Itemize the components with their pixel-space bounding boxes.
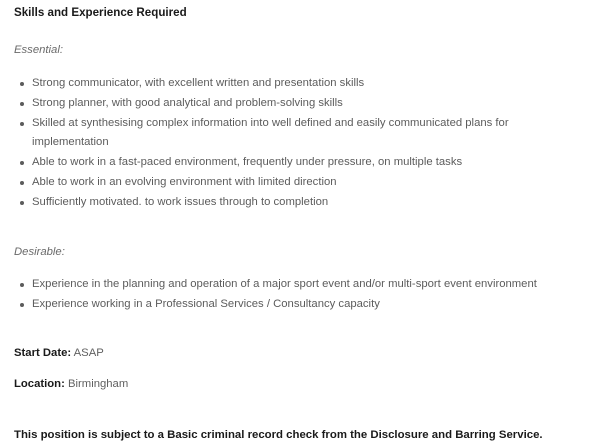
bullet-icon bbox=[20, 283, 24, 287]
essential-list bbox=[14, 74, 580, 213]
bullet-icon bbox=[20, 303, 24, 307]
start-date-label: Start Date: bbox=[14, 347, 72, 359]
bullet-icon bbox=[20, 161, 24, 165]
desirable-subheading: Desirable: bbox=[14, 246, 65, 258]
desirable-list bbox=[14, 275, 580, 315]
location-field bbox=[14, 376, 128, 392]
list-item bbox=[14, 173, 580, 193]
list-item bbox=[14, 153, 580, 173]
list-item-text: Strong planner, with good analytical and problem-solving skills bbox=[32, 96, 343, 109]
background-check-notice: This position is subject to a Basic criminal record check from the Disclosure and Barring Service. bbox=[14, 429, 543, 441]
location-value: Birmingham bbox=[67, 378, 129, 390]
start-date-value: ASAP bbox=[73, 347, 104, 359]
list-item-text: Able to work in an evolving environment with limited direction bbox=[32, 175, 337, 188]
list-item bbox=[14, 193, 580, 213]
skills-heading: Skills and Experience Required bbox=[14, 6, 187, 19]
list-item-text: Skilled at synthesising complex information into well defined and easily communicated plans for implementation bbox=[32, 116, 509, 149]
start-date-field bbox=[14, 345, 104, 361]
list-item-text: Experience in the planning and operation of a major sport event and/or multi-sport event environment bbox=[32, 278, 537, 290]
list-item bbox=[14, 295, 580, 315]
list-item bbox=[14, 94, 580, 114]
list-item-text: Experience working in a Professional Services / Consultancy capacity bbox=[32, 297, 380, 310]
list-item-text: Sufficiently motivated. to work issues through to completion bbox=[32, 195, 329, 208]
list-item bbox=[14, 114, 580, 154]
bullet-icon bbox=[20, 122, 24, 126]
bullet-icon bbox=[20, 102, 24, 106]
list-item bbox=[14, 275, 580, 295]
list-item-text: Strong communicator, with excellent written and presentation skills bbox=[32, 77, 365, 89]
location-label: Location: bbox=[14, 378, 65, 390]
list-item-text: Able to work in a fast-paced environment, frequently under pressure, on multiple tasks bbox=[32, 156, 463, 169]
list-item bbox=[14, 74, 580, 94]
bullet-icon bbox=[20, 181, 24, 185]
bullet-icon bbox=[20, 201, 24, 205]
bullet-icon bbox=[20, 82, 24, 86]
essential-subheading: Essential: bbox=[14, 44, 63, 56]
